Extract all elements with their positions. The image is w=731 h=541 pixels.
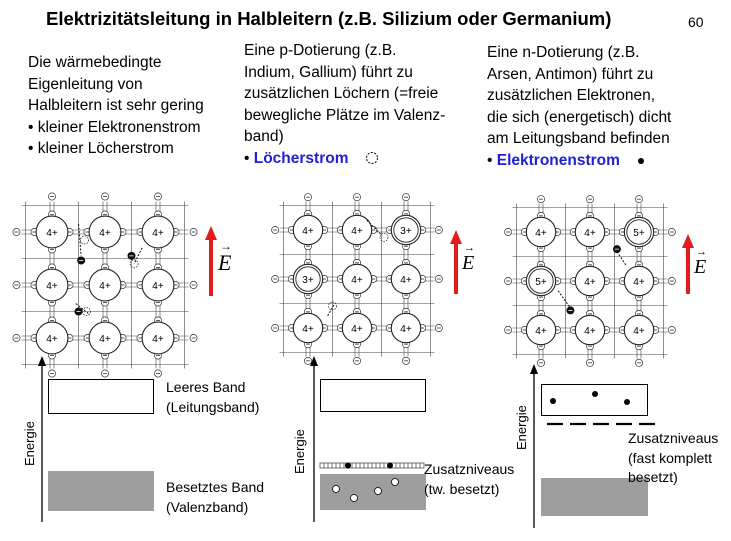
band-label-line: Besetztes Band xyxy=(166,479,265,495)
atom-charge-label: 4+ xyxy=(584,326,596,337)
acceptor-levels xyxy=(320,460,424,472)
valence-electron xyxy=(353,194,360,201)
field-arrow-2 xyxy=(450,230,462,296)
vector-arrow-icon: → xyxy=(220,239,232,253)
valence-electron xyxy=(505,277,512,284)
atom-charge-label: 4+ xyxy=(400,275,412,286)
free-electron-icon xyxy=(75,308,83,316)
band-label-line: Leeres Band xyxy=(166,379,246,395)
energy-label-1: Energie xyxy=(22,421,37,466)
page-number: 60 xyxy=(688,14,704,30)
field-arrow-1 xyxy=(205,226,217,298)
hole-current-label: Löcherstrom xyxy=(253,149,349,167)
atom-charge-label: 4+ xyxy=(351,275,363,286)
atom-core xyxy=(142,216,174,248)
band-label-line: (Leitungsband) xyxy=(166,398,260,415)
bullet-hole-current: kleiner Löcherstrom xyxy=(37,140,174,157)
valence-electron xyxy=(13,334,20,341)
atom-core xyxy=(575,217,604,246)
atom-core xyxy=(624,266,653,295)
atom-core xyxy=(89,322,121,354)
valence-electron xyxy=(668,277,675,284)
band-label-line: Zusatzniveaus xyxy=(628,430,719,446)
valence-band-label xyxy=(166,478,264,517)
atom-core xyxy=(342,215,371,244)
atom-core xyxy=(36,322,68,354)
valence-electron xyxy=(435,324,442,331)
motion-arrow-icon xyxy=(328,304,335,316)
lattice-intrinsic xyxy=(18,198,208,345)
col2-line: bewegliche Plätze im Valenz- xyxy=(244,106,446,124)
atom-charge-label: 4+ xyxy=(351,226,363,237)
bullet-electron-current: kleiner Elektronenstrom xyxy=(37,118,201,136)
atom-charge-label: 4+ xyxy=(535,228,547,239)
atom-charge-label: 5+ xyxy=(535,277,547,288)
atom-charge-label: 4+ xyxy=(99,334,111,345)
col2-line: band) xyxy=(244,128,284,145)
conduction-band-3 xyxy=(541,384,649,418)
atom-core xyxy=(89,216,121,248)
motion-arrow-icon xyxy=(79,224,82,256)
col2-bullet: • Löcherstrom xyxy=(244,148,445,170)
atom-charge-label: 4+ xyxy=(633,326,645,337)
atom-core xyxy=(89,269,121,301)
atom-charge-label: 4+ xyxy=(302,226,314,237)
valence-electron xyxy=(635,196,642,203)
vector-arrow-icon: → xyxy=(464,242,475,254)
field-label-3: E → xyxy=(694,246,707,278)
atom-core xyxy=(391,215,420,244)
band-label-line: (fast komplett xyxy=(628,449,713,466)
col2-line: Indium, Gallium) führt zu xyxy=(244,63,413,81)
col1-bullet: • kleiner Löcherstrom xyxy=(28,140,174,157)
energy-axis-3 xyxy=(528,364,540,530)
valence-electron xyxy=(537,196,544,203)
valence-electron xyxy=(435,226,442,233)
valence-band-2 xyxy=(320,474,426,514)
free-electron-icon xyxy=(77,257,85,265)
atom-core xyxy=(526,315,555,344)
atom-charge-label: 4+ xyxy=(46,334,58,345)
lattice-p-doped xyxy=(272,196,442,338)
hole-icon xyxy=(81,236,89,244)
valence-electron xyxy=(48,193,55,200)
atom-core xyxy=(624,217,653,246)
atom-charge-label: 4+ xyxy=(584,228,596,239)
atom-charge-label: 4+ xyxy=(99,281,111,292)
atom-core xyxy=(36,216,68,248)
hole-icon xyxy=(380,233,388,241)
atom-core xyxy=(391,313,420,342)
atom-core xyxy=(526,217,555,246)
valence-electron xyxy=(272,324,279,331)
free-electron-icon xyxy=(128,252,136,260)
valence-electron xyxy=(154,370,161,377)
electron-current-label: Elektronenstrom xyxy=(496,151,620,169)
atom-charge-label: 3+ xyxy=(302,275,314,286)
valence-electron xyxy=(402,357,409,364)
atom-charge-label: 4+ xyxy=(535,326,547,337)
atom-core xyxy=(526,266,555,295)
col1-line: Eigenleitung von xyxy=(28,75,143,93)
atom-core xyxy=(342,313,371,342)
acceptor-label xyxy=(424,460,514,499)
valence-electron xyxy=(668,228,675,235)
col3-bullet: • Elektronenstrom xyxy=(487,150,671,172)
valence-electron xyxy=(505,228,512,235)
energy-axis-1 xyxy=(36,356,48,524)
valence-band-1 xyxy=(48,471,154,511)
atom-core xyxy=(36,269,68,301)
page-title: Elektrizitätsleitung in Halbleitern (z.B. Silizium oder Germanium) xyxy=(46,8,612,29)
atom-charge-label: 3+ xyxy=(400,226,412,237)
atom-charge-label: 4+ xyxy=(46,228,58,239)
atom-charge-label: 4+ xyxy=(584,277,596,288)
valence-electron xyxy=(505,326,512,333)
field-arrow-3 xyxy=(682,234,694,296)
col1-bullet: • kleiner Elektronenstrom xyxy=(28,118,201,136)
valence-electron xyxy=(635,359,642,366)
col3-line: am Leitungsband befinden xyxy=(487,130,670,147)
motion-arrow-icon xyxy=(617,252,627,267)
atom-charge-label: 4+ xyxy=(351,324,363,335)
valence-electron xyxy=(586,359,593,366)
col1-line: Halbleitern ist sehr gering xyxy=(28,97,204,114)
band-label-line: besetzt) xyxy=(628,469,678,485)
atom-charge-label: 4+ xyxy=(400,324,412,335)
col1-text xyxy=(28,52,204,160)
valence-electron xyxy=(101,370,108,377)
valence-electron xyxy=(101,193,108,200)
atom-core xyxy=(575,266,604,295)
atom-charge-label: 4+ xyxy=(302,324,314,335)
atom-core xyxy=(293,264,322,293)
field-label-2: E → xyxy=(462,242,475,274)
valence-electron xyxy=(154,193,161,200)
atom-core xyxy=(293,215,322,244)
col3-line: Arsen, Antimon) führt zu xyxy=(487,65,654,83)
donor-levels xyxy=(547,420,657,428)
col3-text xyxy=(487,42,671,171)
col2-text xyxy=(244,40,445,169)
valence-electron xyxy=(272,226,279,233)
atom-core xyxy=(624,315,653,344)
valence-electron xyxy=(272,275,279,282)
hole-symbol-icon xyxy=(365,151,379,165)
valence-electron xyxy=(13,281,20,288)
atom-charge-label: 4+ xyxy=(152,334,164,345)
col3-line: Eine n-Dotierung (z.B. xyxy=(487,44,640,61)
atom-charge-label: 4+ xyxy=(633,277,645,288)
col1-line: Die wärmebedingte xyxy=(28,54,162,71)
valence-electron xyxy=(435,275,442,282)
free-electron-icon xyxy=(566,306,574,314)
donor-label xyxy=(628,429,718,488)
atom-charge-label: 4+ xyxy=(152,281,164,292)
electron-symbol-icon xyxy=(636,156,646,166)
atom-charge-label: 5+ xyxy=(633,228,645,239)
valence-electron xyxy=(13,228,20,235)
atom-core xyxy=(575,315,604,344)
vector-arrow-icon: → xyxy=(696,246,707,258)
conduction-band-1 xyxy=(48,379,154,414)
valence-electron xyxy=(48,370,55,377)
col3-line: zusätzlichen Elektronen, xyxy=(487,87,656,104)
conduction-band-label xyxy=(166,378,259,417)
valence-electron xyxy=(353,357,360,364)
atom-core xyxy=(142,322,174,354)
atom-charge-label: 4+ xyxy=(99,228,111,239)
band-label-line: (Valenzband) xyxy=(166,498,249,515)
energy-label-3: Energie xyxy=(514,405,529,450)
col3-line: die sich (energetisch) dicht xyxy=(487,108,672,126)
atom-core xyxy=(342,264,371,293)
col2-line: Eine p-Dotierung (z.B. xyxy=(244,42,397,59)
atom-core xyxy=(293,313,322,342)
atom-charge-label: 4+ xyxy=(46,281,58,292)
valence-electron xyxy=(304,194,311,201)
band-label-line: Zusatzniveaus xyxy=(424,461,515,477)
col2-line: zusätzlichen Löchern (=freie xyxy=(244,85,439,102)
lattice-n-doped xyxy=(505,206,675,338)
band-label-line: (tw. besetzt) xyxy=(424,480,500,497)
energy-axis-2 xyxy=(308,356,320,524)
atom-charge-label: 4+ xyxy=(152,228,164,239)
atom-core xyxy=(391,264,420,293)
valence-electron xyxy=(668,326,675,333)
valence-electron xyxy=(402,194,409,201)
valence-electron xyxy=(586,196,593,203)
valence-electron xyxy=(190,334,197,341)
conduction-band-2 xyxy=(320,379,426,412)
atom-core xyxy=(142,269,174,301)
energy-label-2: Energie xyxy=(292,429,307,474)
valence-electron xyxy=(190,281,197,288)
field-label-1: E → xyxy=(218,239,232,275)
valence-electron xyxy=(190,228,197,235)
